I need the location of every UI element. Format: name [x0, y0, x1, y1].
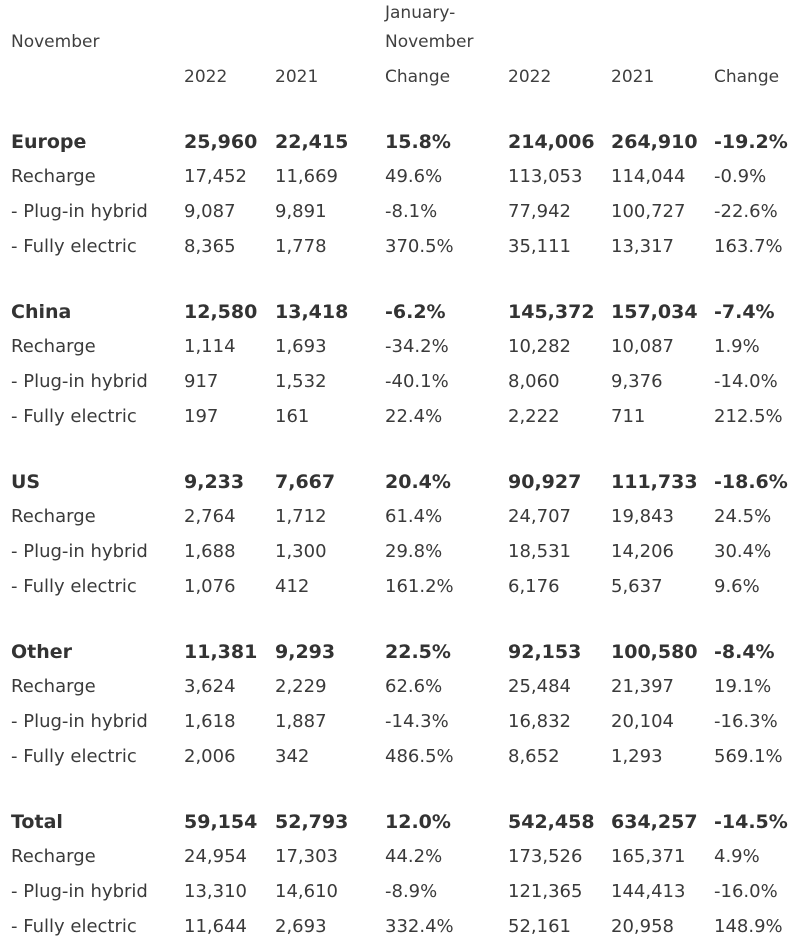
table-cell: 1.9%	[714, 336, 760, 357]
table-cell: 917	[184, 371, 219, 392]
table-cell: 16,832	[508, 711, 571, 732]
table-cell: -8.1%	[385, 201, 438, 222]
period-b-header-line2: November	[385, 32, 474, 52]
table-cell: 11,669	[275, 166, 338, 187]
table-cell: 121,365	[508, 881, 583, 902]
region-name: Total	[11, 811, 63, 833]
table-cell: 22.5%	[385, 641, 451, 663]
table-cell: 157,034	[611, 301, 698, 323]
row-label: - Plug-in hybrid	[11, 371, 148, 392]
table-cell: 77,942	[508, 201, 571, 222]
row-label: - Fully electric	[11, 406, 137, 427]
table-cell: 1,712	[275, 506, 327, 527]
table-cell: 332.4%	[385, 916, 454, 937]
table-cell: 7,667	[275, 471, 336, 493]
table-cell: 1,778	[275, 236, 327, 257]
row-label: - Plug-in hybrid	[11, 541, 148, 562]
period-b-header-line1: January-	[385, 3, 456, 23]
table-cell: 2,693	[275, 916, 327, 937]
table-cell: 165,371	[611, 846, 686, 867]
table-cell: 52,161	[508, 916, 571, 937]
table-cell: 634,257	[611, 811, 698, 833]
column-header: 2021	[611, 67, 655, 87]
table-cell: 8,365	[184, 236, 236, 257]
table-cell: 59,154	[184, 811, 258, 833]
table-cell: 12,580	[184, 301, 258, 323]
table-cell: 92,153	[508, 641, 582, 663]
table-cell: 9,376	[611, 371, 663, 392]
table-cell: 1,300	[275, 541, 327, 562]
table-cell: 2,222	[508, 406, 560, 427]
table-cell: 144,413	[611, 881, 686, 902]
table-cell: 18,531	[508, 541, 571, 562]
row-label: Recharge	[11, 506, 96, 527]
row-label: Recharge	[11, 336, 96, 357]
table-cell: 61.4%	[385, 506, 443, 527]
period-a-header: November	[11, 32, 100, 52]
table-cell: 30.4%	[714, 541, 772, 562]
table-cell: 6,176	[508, 576, 560, 597]
table-cell: 1,688	[184, 541, 236, 562]
table-cell: -14.3%	[385, 711, 449, 732]
column-header: 2022	[184, 67, 228, 87]
table-cell: 24,707	[508, 506, 571, 527]
column-header: Change	[714, 67, 780, 87]
table-cell: 9,233	[184, 471, 245, 493]
table-cell: 13,418	[275, 301, 349, 323]
table-cell: 24,954	[184, 846, 247, 867]
table-cell: 9.6%	[714, 576, 760, 597]
table-cell: -14.5%	[714, 811, 788, 833]
table-cell: 163.7%	[714, 236, 783, 257]
table-cell: 14,206	[611, 541, 674, 562]
row-label: - Fully electric	[11, 236, 137, 257]
table-cell: 15.8%	[385, 131, 451, 153]
table-cell: 2,764	[184, 506, 236, 527]
table-cell: 12.0%	[385, 811, 451, 833]
table-cell: 22,415	[275, 131, 349, 153]
table-cell: 1,076	[184, 576, 236, 597]
table-cell: 113,053	[508, 166, 583, 187]
row-label: - Fully electric	[11, 576, 137, 597]
table-cell: 90,927	[508, 471, 582, 493]
table-cell: 20,104	[611, 711, 674, 732]
table-cell: -19.2%	[714, 131, 788, 153]
table-cell: 161.2%	[385, 576, 454, 597]
table-cell: 1,693	[275, 336, 327, 357]
column-header: Change	[385, 67, 451, 87]
table-cell: 13,317	[611, 236, 674, 257]
table-cell: 412	[275, 576, 310, 597]
table-cell: 5,637	[611, 576, 663, 597]
table-cell: 17,452	[184, 166, 247, 187]
row-label: - Plug-in hybrid	[11, 711, 148, 732]
table-cell: 44.2%	[385, 846, 443, 867]
column-header: 2022	[508, 67, 552, 87]
table-cell: 569.1%	[714, 746, 783, 767]
table-cell: 10,087	[611, 336, 674, 357]
table-cell: 100,727	[611, 201, 686, 222]
table-cell: 17,303	[275, 846, 338, 867]
table-cell: 161	[275, 406, 310, 427]
table-cell: 1,618	[184, 711, 236, 732]
table-cell: 3,624	[184, 676, 236, 697]
row-label: Recharge	[11, 846, 96, 867]
table-cell: -40.1%	[385, 371, 449, 392]
table-cell: 10,282	[508, 336, 571, 357]
table-cell: 8,060	[508, 371, 560, 392]
table-cell: 11,381	[184, 641, 258, 663]
row-label: - Plug-in hybrid	[11, 881, 148, 902]
region-name: US	[11, 471, 41, 493]
column-header: 2021	[275, 67, 319, 87]
table-cell: 264,910	[611, 131, 698, 153]
table-cell: 542,458	[508, 811, 595, 833]
table-cell: -22.6%	[714, 201, 778, 222]
table-cell: 20.4%	[385, 471, 451, 493]
table-cell: 62.6%	[385, 676, 443, 697]
table-cell: -18.6%	[714, 471, 788, 493]
row-label: Recharge	[11, 676, 96, 697]
table-cell: 20,958	[611, 916, 674, 937]
table-cell: 342	[275, 746, 310, 767]
row-label: - Fully electric	[11, 916, 137, 937]
table-cell: 49.6%	[385, 166, 443, 187]
table-cell: 22.4%	[385, 406, 443, 427]
table-cell: -6.2%	[385, 301, 446, 323]
region-name: Other	[11, 641, 73, 663]
table-cell: -7.4%	[714, 301, 775, 323]
table-cell: 145,372	[508, 301, 595, 323]
table-cell: 486.5%	[385, 746, 454, 767]
table-cell: 111,733	[611, 471, 698, 493]
table-cell: 9,891	[275, 201, 327, 222]
table-cell: 9,087	[184, 201, 236, 222]
table-cell: 35,111	[508, 236, 571, 257]
table-cell: 1,293	[611, 746, 663, 767]
table-cell: 1,887	[275, 711, 327, 732]
table-cell: 1,114	[184, 336, 236, 357]
table-cell: 29.8%	[385, 541, 443, 562]
table-cell: 370.5%	[385, 236, 454, 257]
table-cell: -0.9%	[714, 166, 767, 187]
table-cell: 711	[611, 406, 646, 427]
table-cell: 11,644	[184, 916, 247, 937]
table-cell: 197	[184, 406, 219, 427]
table-cell: 19,843	[611, 506, 674, 527]
table-cell: 8,652	[508, 746, 560, 767]
table-cell: 2,229	[275, 676, 327, 697]
table-cell: -8.4%	[714, 641, 775, 663]
table-cell: -8.9%	[385, 881, 438, 902]
region-name: China	[11, 301, 72, 323]
table-cell: -16.0%	[714, 881, 778, 902]
table-cell: 114,044	[611, 166, 686, 187]
region-name: Europe	[11, 131, 87, 153]
table-cell: -34.2%	[385, 336, 449, 357]
table-cell: 148.9%	[714, 916, 783, 937]
table-cell: 9,293	[275, 641, 336, 663]
table-cell: 25,960	[184, 131, 258, 153]
table-cell: 173,526	[508, 846, 583, 867]
table-cell: 13,310	[184, 881, 247, 902]
table-cell: 52,793	[275, 811, 349, 833]
table-cell: -14.0%	[714, 371, 778, 392]
table-cell: 21,397	[611, 676, 674, 697]
row-label: Recharge	[11, 166, 96, 187]
table-cell: 212.5%	[714, 406, 783, 427]
table-cell: 100,580	[611, 641, 698, 663]
table-cell: 19.1%	[714, 676, 772, 697]
table-cell: 1,532	[275, 371, 327, 392]
table-cell: -16.3%	[714, 711, 778, 732]
table-cell: 4.9%	[714, 846, 760, 867]
row-label: - Fully electric	[11, 746, 137, 767]
table-cell: 24.5%	[714, 506, 772, 527]
table-cell: 25,484	[508, 676, 571, 697]
row-label: - Plug-in hybrid	[11, 201, 148, 222]
table-cell: 214,006	[508, 131, 595, 153]
table-cell: 2,006	[184, 746, 236, 767]
table-cell: 14,610	[275, 881, 338, 902]
